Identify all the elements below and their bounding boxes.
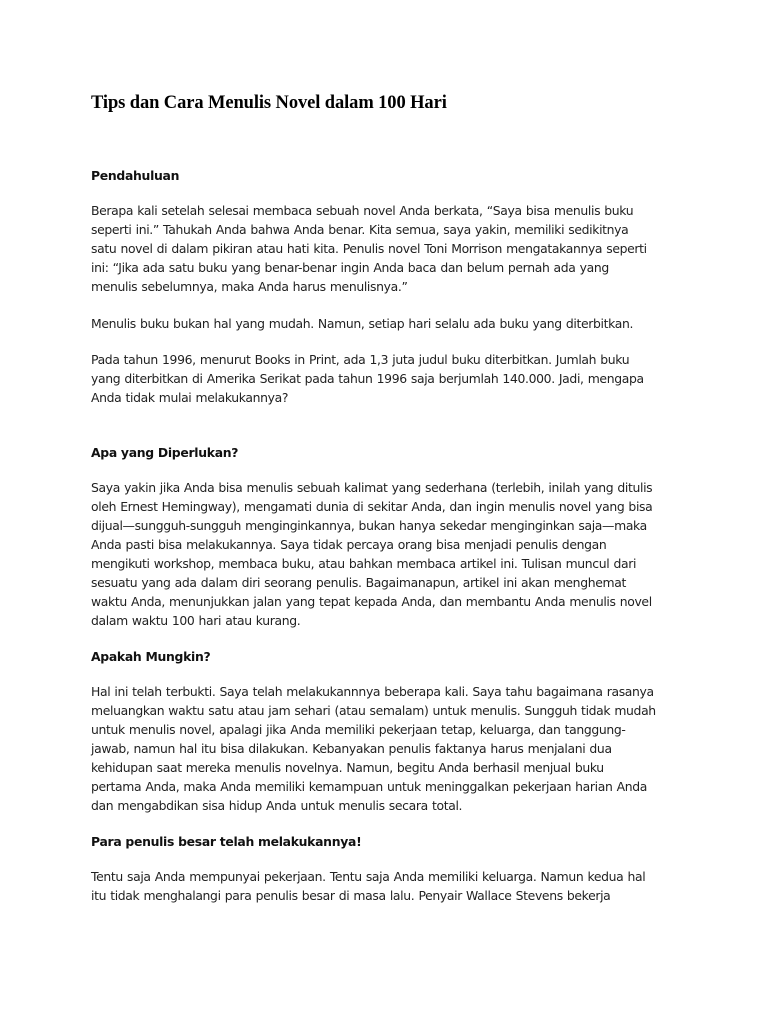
document-title: Tips dan Cara Menulis Novel dalam 100 Hari [91, 93, 447, 113]
text-line: itu tidak menghalangi para penulis besar di masa lalu. Penyair Wallace Stevens bekerja [91, 888, 611, 903]
text-line: mengikuti workshop, membaca buku, atau bahkan membaca artikel ini. Tulisan muncul dari [91, 556, 637, 571]
section-heading-para-penulis-besar: Para penulis besar telah melakukannya! [91, 834, 362, 849]
text-line: meluangkan waktu satu atau jam sehari (atau semalam) untuk menulis. Sungguh tidak mudah [91, 703, 656, 718]
text-line: oleh Ernest Hemingway), mengamati dunia di sekitar Anda, dan ingin menulis novel yang bisa [91, 499, 653, 514]
text-line: waktu Anda, menunjukkan jalan yang tepat kepada Anda, dan membantu Anda menulis novel [91, 594, 652, 609]
text-line: menulis sebelumnya, maka Anda harus menulisnya.” [91, 279, 408, 294]
text-line: Hal ini telah terbukti. Saya telah melakukannnya beberapa kali. Saya tahu bagaimana rasanya [91, 684, 654, 699]
text-line: Menulis buku bukan hal yang mudah. Namun, setiap hari selalu ada buku yang diterbitkan. [91, 316, 634, 331]
text-line: ini: “Jika ada satu buku yang benar-benar ingin Anda baca dan belum pernah ada yang [91, 260, 609, 275]
text-line: sesuatu yang ada dalam diri seorang penulis. Bagaimanapun, artikel ini akan menghemat [91, 575, 626, 590]
paragraph [91, 314, 681, 333]
text-line: untuk menulis novel, apalagi jika Anda memiliki pekerjaan tetap, keluarga, dan tanggung- [91, 722, 626, 737]
text-line: Berapa kali setelah selesai membaca sebuah novel Anda berkata, “Saya bisa menulis buku [91, 203, 634, 218]
paragraph [91, 682, 681, 815]
paragraph [91, 350, 681, 407]
text-line: dan mengabdikan sisa hidup Anda untuk menulis secara total. [91, 798, 463, 813]
text-line: jawab, namun hal itu bisa dilakukan. Kebanyakan penulis faktanya harus menjalani dua [91, 741, 612, 756]
text-line: seperti ini.” Tahukah Anda bahwa Anda benar. Kita semua, saya yakin, memiliki sedikitnya [91, 222, 629, 237]
text-line: dalam waktu 100 hari atau kurang. [91, 613, 301, 628]
text-line: Pada tahun 1996, menurut Books in Print, ada 1,3 juta judul buku diterbitkan. Jumlah buku [91, 352, 630, 367]
text-line: satu novel di dalam pikiran atau hati kita. Penulis novel Toni Morrison mengatakannya seperti [91, 241, 647, 256]
text-line: Anda tidak mulai melakukannya? [91, 390, 289, 405]
section-heading-apa-yang-diperlukan: Apa yang Diperlukan? [91, 445, 239, 460]
text-line: pertama Anda, maka Anda memiliki kemampuan untuk meninggalkan pekerjaan harian Anda [91, 779, 647, 794]
document-content [91, 92, 681, 905]
paragraph [91, 478, 681, 630]
section-heading-pendahuluan: Pendahuluan [91, 168, 180, 183]
text-line: kehidupan saat mereka menulis novelnya. Namun, begitu Anda berhasil menjual buku [91, 760, 604, 775]
text-line: Anda pasti bisa melakukannya. Saya tidak percaya orang bisa menjadi penulis dengan [91, 537, 607, 552]
text-line: Saya yakin jika Anda bisa menulis sebuah kalimat yang sederhana (terlebih, inilah yang ditulis [91, 480, 653, 495]
paragraph [91, 867, 681, 905]
text-line: Tentu saja Anda mempunyai pekerjaan. Tentu saja Anda memiliki keluarga. Namun kedua hal [91, 869, 646, 884]
paragraph [91, 201, 681, 296]
text-line: yang diterbitkan di Amerika Serikat pada tahun 1996 saja berjumlah 140.000. Jadi, mengapa [91, 371, 644, 386]
text-line: dijual—sungguh-sungguh menginginkannya, bukan hanya sekedar menginginkan saja—maka [91, 518, 647, 533]
section-heading-apakah-mungkin: Apakah Mungkin? [91, 649, 211, 664]
